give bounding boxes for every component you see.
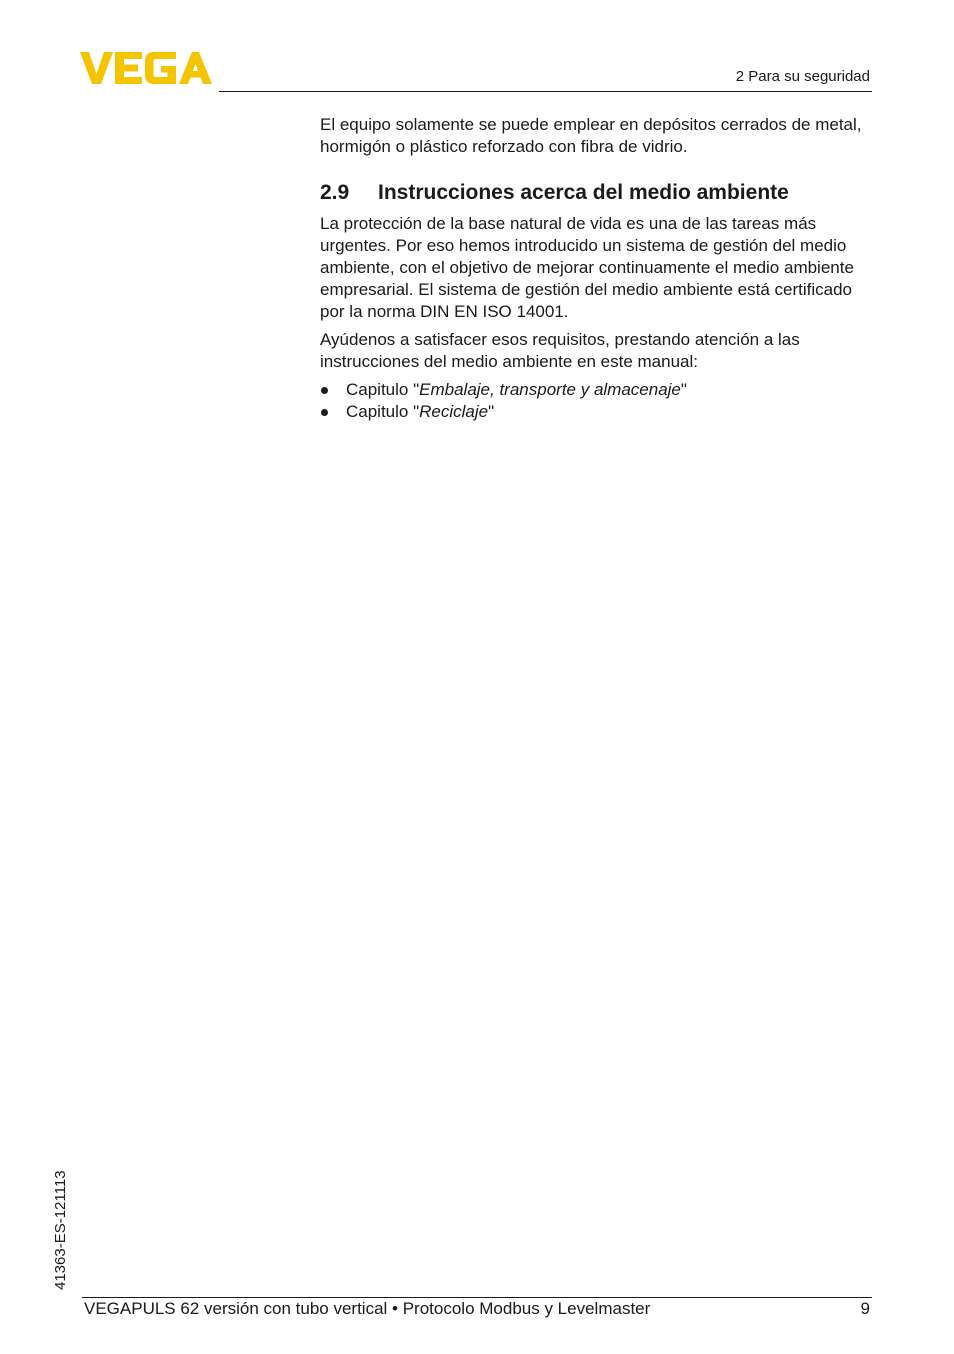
vega-logo bbox=[80, 52, 212, 84]
footer-title: VEGAPULS 62 versión con tubo vertical • Protocolo Modbus y Levelmaster bbox=[84, 1299, 651, 1318]
footer-divider bbox=[82, 1297, 872, 1298]
bullet-suffix: " bbox=[680, 380, 687, 399]
bullet-chapter-link: Reciclaje bbox=[419, 402, 489, 421]
bullet-suffix: " bbox=[488, 402, 495, 421]
bullet-prefix: Capitulo " bbox=[346, 380, 420, 399]
section-title: Instrucciones acerca del medio ambiente bbox=[378, 181, 789, 204]
paragraph-text: Ayúdenos a satisfacer esos requisitos, prestando atención a las instrucciones del medio ambiente en este manual: bbox=[320, 330, 800, 371]
section-heading bbox=[320, 181, 789, 205]
document-code: 41363-ES-121113 bbox=[52, 1170, 69, 1290]
section-number: 2.9 bbox=[320, 181, 350, 204]
bullet-icon bbox=[321, 409, 328, 416]
bullet-chapter-link: Embalaje, transporte y almacenaje bbox=[419, 380, 681, 399]
bullet-prefix: Capitulo " bbox=[346, 402, 420, 421]
bullet-icon bbox=[321, 387, 328, 394]
list-item bbox=[320, 379, 880, 401]
header-divider bbox=[219, 91, 872, 92]
page-number: 9 bbox=[860, 1299, 870, 1318]
list-item bbox=[320, 401, 880, 423]
intro-text: El equipo solamente se puede emplear en depósitos cerrados de metal, hormigón o plástico reforzado con fibra de vidrio. bbox=[320, 115, 862, 156]
paragraph-text: La protección de la base natural de vida es una de las tareas más urgentes. Por eso hemos introducido un sistema de gestión del medio ambiente, con el objetivo de mejorar continuamente el medio ambiente empresarial. El sistema de gestión del medio ambiente está certificado por la norma DIN EN ISO 14001. bbox=[320, 214, 854, 321]
bullet-list bbox=[320, 379, 880, 423]
section-paragraph-2 bbox=[320, 329, 880, 373]
section-paragraph-1 bbox=[320, 213, 880, 323]
intro-paragraph bbox=[320, 114, 880, 158]
header-section-title: 2 Para su seguridad bbox=[735, 68, 870, 85]
